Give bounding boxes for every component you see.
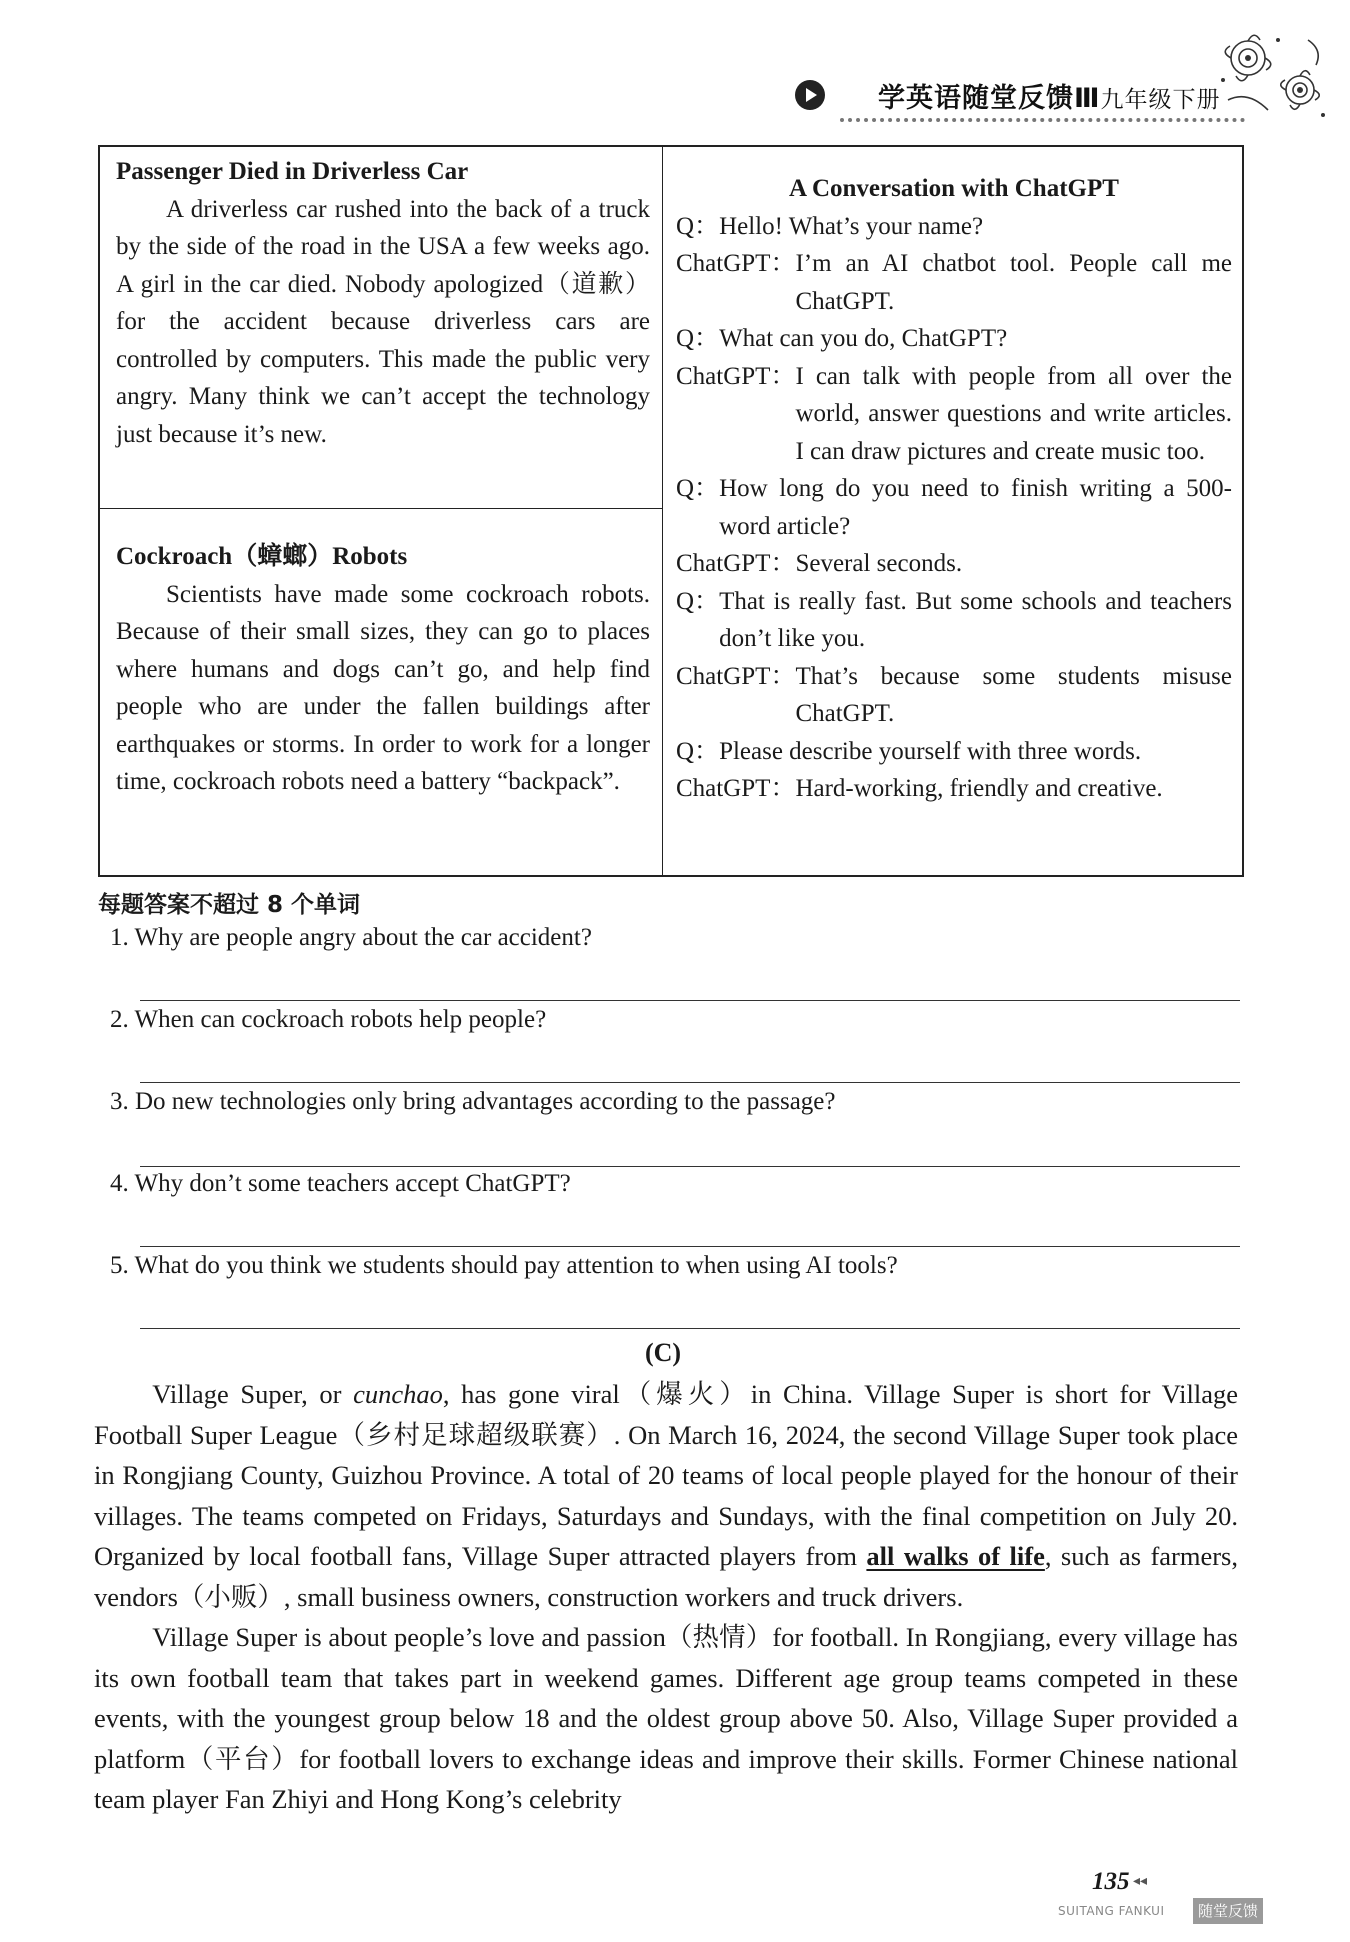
conversation-title: A Conversation with ChatGPT xyxy=(789,175,1119,202)
article-passenger-died xyxy=(116,153,650,453)
text-run: , such as farmers, vendors（小贩）, small business owners, construction workers and truck drivers. xyxy=(94,1541,1238,1612)
question-item: 1. Why are people angry about the car accident? xyxy=(110,924,592,951)
underlined-phrase: all walks of life xyxy=(866,1541,1045,1571)
answer-line[interactable] xyxy=(140,1082,1240,1083)
section-label: (C) xyxy=(645,1338,682,1367)
question-item: 5. What do you think we students should pay attention to when using AI tools? xyxy=(110,1252,898,1279)
dialogue-speaker: ChatGPT： xyxy=(676,775,796,802)
footer-tag: 随堂反馈 xyxy=(1193,1898,1263,1924)
dialogue-speaker: Q： xyxy=(676,475,720,502)
dialogue-line xyxy=(676,545,1232,583)
box-divider-horizontal xyxy=(98,508,663,509)
passage-paragraph xyxy=(94,1374,1238,1617)
question-instruction: 每题答案不超过 8 个单词 xyxy=(98,892,361,918)
dialogue-speaker: Q： xyxy=(676,737,720,765)
dialogue-speaker: Q： xyxy=(676,325,720,352)
dialogue-speaker: ChatGPT： xyxy=(676,662,796,690)
dialogue-line xyxy=(676,358,1232,471)
article-cockroach-robots xyxy=(116,538,650,801)
article-title: Passenger Died in Driverless Car xyxy=(116,158,469,185)
dialogue-line xyxy=(676,583,1232,658)
dialogue-line xyxy=(676,770,1232,808)
dialogue-text: Several seconds. xyxy=(795,550,963,577)
dialogue-text: What can you do, ChatGPT? xyxy=(719,325,1008,352)
conversation-chatgpt xyxy=(676,170,1232,808)
article-body: A driverless car rushed into the back of a truck by the side of the road in the USA a few weeks ago. A girl in the car died. Nobody apologized（道歉）for the accident because driverless cars are controlled by computers. This made the public very angry. Many think we can’t accept the technology just because it’s new. xyxy=(116,195,650,448)
dialogue-speaker: ChatGPT： xyxy=(676,550,796,577)
page-number: 135 xyxy=(1092,1868,1130,1895)
italic-term: cunchao xyxy=(353,1379,443,1409)
dialogue-list xyxy=(676,208,1232,808)
passage-c xyxy=(94,1374,1238,1820)
footer-brand: SUITANG FANKUI xyxy=(1058,1904,1165,1918)
dialogue-line xyxy=(676,658,1232,733)
question-item: 2. When can cockroach robots help people? xyxy=(110,1006,547,1033)
answer-line[interactable] xyxy=(140,1000,1240,1001)
dialogue-text: Hello! What’s your name? xyxy=(719,212,984,240)
page-arrows-icon: ◂◂ xyxy=(1133,1873,1148,1889)
dialogue-text: Please describe yourself with three words. xyxy=(719,737,1142,765)
header-dotted-rule xyxy=(840,118,1245,122)
dialogue-speaker: Q： xyxy=(676,587,720,615)
book-title-grade: 九年级下册 xyxy=(1100,87,1221,113)
dialogue-line xyxy=(676,245,1232,320)
play-icon xyxy=(795,80,825,110)
passage-paragraph: Village Super is about people’s love and passion（热情）for football. In Rongjiang, every village has its own football team that takes part in weekend games. Different age group teams competed in these events, with the youngest group below 18 and the oldest group above 50. Also, Village Super provided a platform（平台）for football lovers to exchange ideas and improve their skills. Former Chinese national team player Fan Zhiyi and Hong Kong’s celebrity xyxy=(94,1622,1238,1814)
box-divider-vertical xyxy=(662,145,663,877)
dialogue-text: That’s because some students misuse ChatGPT. xyxy=(795,662,1232,727)
answer-line[interactable] xyxy=(140,1246,1240,1247)
article-title: Cockroach（蟑螂）Robots xyxy=(116,543,408,570)
question-item: 4. Why don’t some teachers accept ChatGPT? xyxy=(110,1170,571,1197)
dialogue-line xyxy=(676,208,1232,246)
flower-decoration-icon xyxy=(1208,20,1338,130)
dialogue-speaker: ChatGPT： xyxy=(676,250,796,277)
text-run: , has gone viral（爆火）in China. Village Super is short for Village Football Super League（乡村足球超级联赛）. On March 16, 2024, the second Village Super took place in Rongjiang County, Guizhou Province. A total of 20 teams of local people played for the honour of their villages. The teams competed on Fridays, Saturdays and Sundays, with the final competition on July 20. Organized by local football fans, Village Super attracted players from xyxy=(94,1379,1238,1571)
dialogue-line xyxy=(676,320,1232,358)
book-title-main: 学英语随堂反馈Ⅲ xyxy=(878,83,1101,114)
answer-line[interactable] xyxy=(140,1328,1240,1329)
dialogue-text: How long do you need to finish writing a 500-word article? xyxy=(719,475,1232,540)
dialogue-line xyxy=(676,733,1232,771)
answer-line[interactable] xyxy=(140,1166,1240,1167)
dialogue-text: That is really fast. But some schools and teachers don’t like you. xyxy=(719,587,1232,652)
book-title xyxy=(878,76,1221,115)
text-run: Village Super, or xyxy=(152,1379,354,1409)
dialogue-text: Hard-working, friendly and creative. xyxy=(795,775,1163,802)
dialogue-speaker: ChatGPT： xyxy=(676,362,796,390)
dialogue-line xyxy=(676,470,1232,545)
question-item: 3. Do new technologies only bring advantages according to the passage? xyxy=(110,1088,836,1115)
dialogue-text: I can talk with people from all over the world, answer questions and write articles. I can draw pictures and create music too. xyxy=(795,362,1232,465)
dialogue-text: I’m an AI chatbot tool. People call me ChatGPT. xyxy=(795,250,1232,315)
article-body: Scientists have made some cockroach robots. Because of their small sizes, they can go to places where humans and dogs can’t go, and help find people who are under the fallen buildings after earthquakes or storms. In order to work for a longer time, cockroach robots need a battery “backpack”. xyxy=(116,580,650,795)
dialogue-speaker: Q： xyxy=(676,212,720,240)
